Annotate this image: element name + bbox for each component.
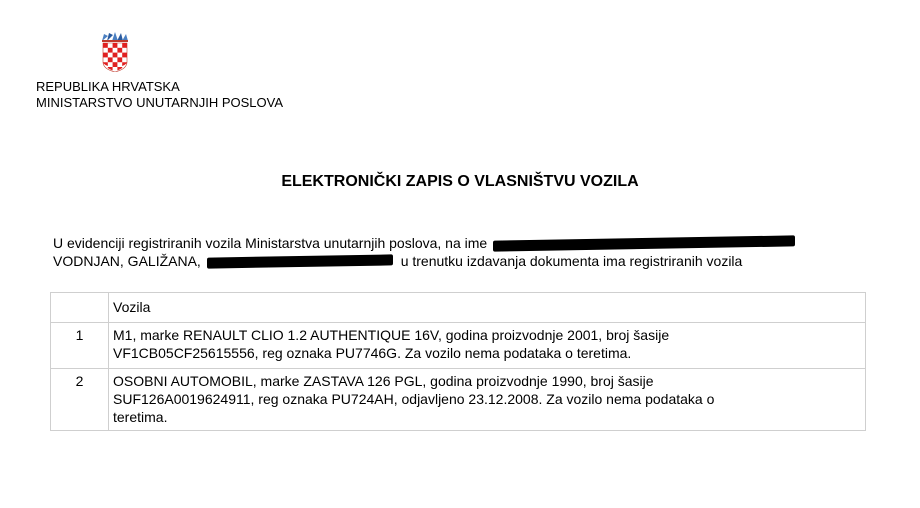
redacted-owner-name	[493, 235, 795, 251]
vehicle-description-line: M1, marke RENAULT CLIO 1.2 AUTHENTIQUE 16V, godina proizvodnje 2001, broj šasije	[113, 327, 670, 343]
intro-line-1	[53, 234, 795, 252]
intro-paragraph	[53, 234, 795, 270]
row-number: 2	[51, 369, 109, 431]
intro-text-1: U evidenciji registriranih vozila Ministarstva unutarnjih poslova, na ime	[53, 235, 488, 251]
crown	[102, 32, 128, 42]
vehicle-description-line: VF1CB05CF25615556, reg oznaka PU7746G. Za vozilo nema podataka o teretima.	[113, 345, 632, 361]
vehicle-description-line: teretima.	[113, 409, 168, 425]
table-row	[51, 323, 866, 369]
vehicle-description-line: OSOBNI AUTOMOBIL, marke ZASTAVA 126 PGL, godina proizvodnje 1990, broj šasije	[113, 373, 654, 389]
intro-line-2	[53, 252, 795, 270]
vehicle-description	[109, 369, 866, 431]
checkered-shield	[103, 43, 127, 72]
row-number: 1	[51, 323, 109, 369]
intro-text-2: u trenutku izdavanja dokumenta ima registriranih vozila	[400, 253, 743, 269]
table-row	[51, 369, 866, 431]
table-header-row	[51, 293, 866, 323]
vehicles-table	[50, 292, 866, 431]
header-vehicles-cell: Vozila	[109, 293, 866, 323]
issuing-authority	[36, 79, 283, 111]
document-title: ELEKTRONIČKI ZAPIS O VLASNIŠTVU VOZILA	[281, 173, 639, 190]
intro-address: VODNJAN, GALIŽANA,	[53, 253, 201, 269]
redacted-street-address	[207, 254, 393, 268]
country-name: REPUBLIKA HRVATSKA	[36, 79, 180, 94]
vehicle-description-line: SUF126A0019624911, reg oznaka PU724AH, odjavljeno 23.12.2008. Za vozilo nema podataka o	[113, 391, 715, 407]
vehicle-description	[109, 323, 866, 369]
croatian-coat-of-arms-icon	[100, 32, 130, 72]
ministry-name: MINISTARSTVO UNUTARNJIH POSLOVA	[36, 95, 284, 110]
header-number-cell	[51, 293, 109, 323]
